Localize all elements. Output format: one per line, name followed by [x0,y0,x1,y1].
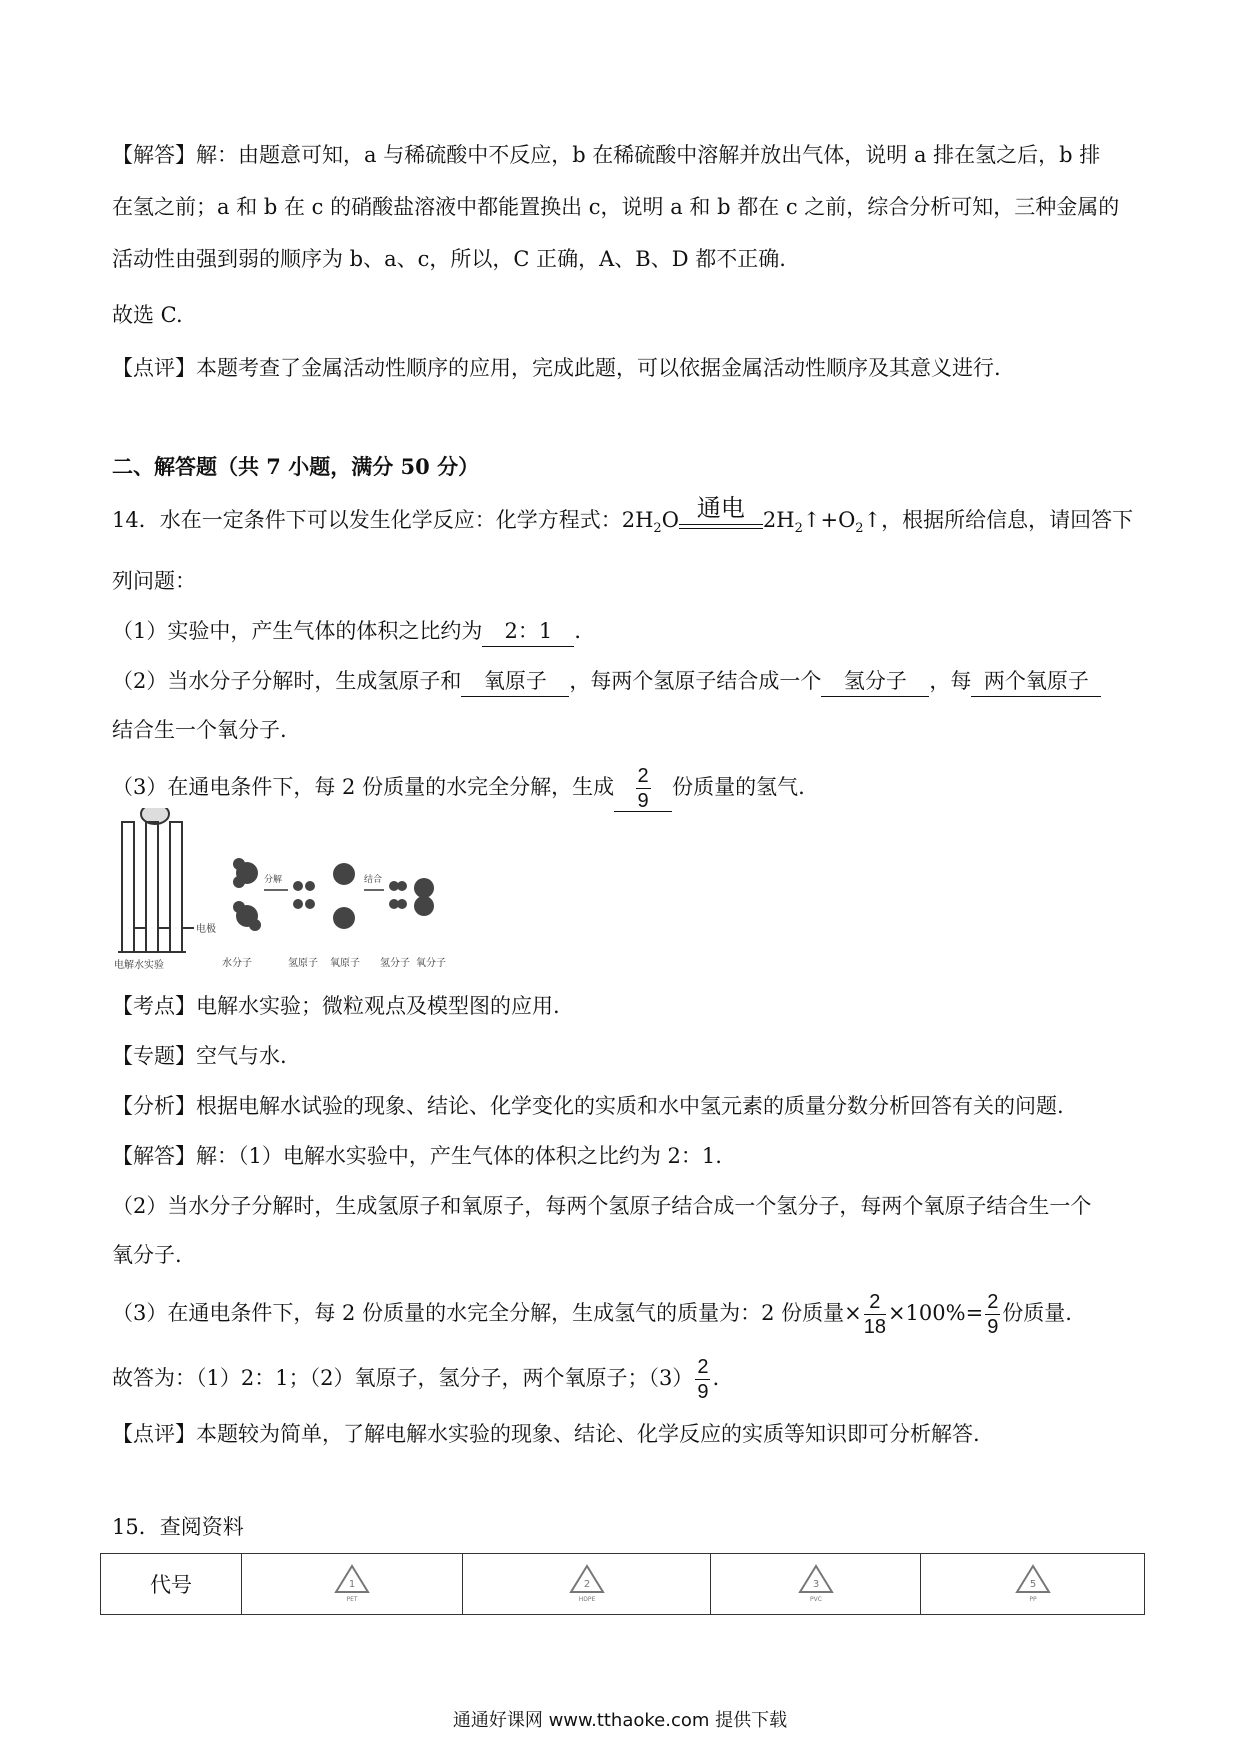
q14-comment: 【点评】本题较为简单，了解电解水实验的现象、结论、化学反应的实质等知识即可分析解答. [112,1422,980,1446]
q13-answer-line3: 活动性由强到弱的顺序为 b、a、c，所以，C 正确，A、B、D 都不正确. [112,247,786,271]
fig-label-o-mol: 氧分子 [416,958,446,969]
q14-p1-suffix: ． [574,619,596,643]
q14-p1-blank: 2：1 [482,616,574,647]
q14-prod-a: 2H [762,508,795,532]
q14-ans3-frac2: $\frac{2}{9}$ [987,1291,999,1338]
q14-stem-prefix: 14．水在一定条件下可以发生化学反应：化学方程式：2H [112,508,654,532]
svg-text:1: 1 [348,1578,356,1590]
q14-ans2-line1: （2）当水分子分解时，生成氢原子和氧原子，每两个氢原子结合成一个氢分子，每两个氧原子结合生一个 [112,1194,1092,1218]
q14-p1-prefix: （1）实验中，产生气体的体积之比约为 [112,619,483,643]
q14-part1 [112,616,595,647]
fig-electrode-label: 电极 [196,924,216,935]
q13-choice: 故选 C. [112,303,183,327]
electrolysis-apparatus [118,808,194,952]
q15-title: 15．查阅资料 [112,1515,244,1539]
q14-final-frac: $\frac{2}{9}$ [697,1356,709,1403]
recycle-triangle-icon [332,1562,372,1602]
hydrogen-molecule-icon [389,881,407,909]
q14-stem [112,493,1134,544]
code-cell-2 [463,1554,711,1615]
q14-ans1: 【解答】解：（1）电解水实验中，产生气体的体积之比约为 2：1. [112,1144,722,1168]
svg-text:HDPE: HDPE [578,1595,595,1602]
q14-prod-sub-b: 2 [855,521,864,537]
svg-text:5: 5 [1029,1578,1036,1590]
table-header-cell: 代号 [101,1554,242,1615]
q14-final-prefix: 故答为：（1）2：1；（2）氧原子，氢分子，两个氧原子；（3） [112,1366,694,1390]
q14-ans3-mid: ×100%= [887,1301,984,1325]
fig-label-h-mol: 氢分子 [380,958,410,969]
q14-p3-suffix: 份质量的氢气. [672,775,805,799]
q13-answer-line2: 在氢之前；a 和 b 在 c 的硝酸盐溶液中都能置换出 c，说明 a 和 b 都在 c 之前，综合分析可知，三种金属的 [112,195,1120,219]
recycle-triangle-icon [567,1562,607,1602]
q14-sub: 2 [653,521,662,537]
q14-p2-mid1: ，每两个氢原子结合成一个 [569,669,822,693]
svg-text:3: 3 [812,1578,819,1590]
q14-p2-mid2: ，每 [929,669,972,693]
recycle-triangle-icon [796,1562,836,1602]
q14-ans3-frac1: $\frac{2}{18}$ [863,1291,886,1338]
section-title: 二、解答题（共 7 小题，满分 50 分） [112,454,480,479]
q14-prod-b: ↑+O [802,508,856,532]
fig-label-o-atom: 氧原子 [330,958,360,969]
q14-stem-line2: 列问题： [112,569,196,593]
hydrogen-atoms-icon [293,881,315,909]
q14-o: O [661,508,679,532]
fig-arrow1-label: 分解 [264,875,283,885]
reaction-arrow [679,493,763,537]
q14-part3 [112,766,805,812]
recycle-triangle-icon [1013,1562,1053,1602]
water-molecule-icon [233,858,261,931]
table-row [101,1554,1145,1615]
q13-comment: 【点评】本题考查了金属活动性顺序的应用，完成此题，可以依据金属活动性顺序及其意义进行. [112,356,1001,380]
code-cell-1 [242,1554,463,1615]
q14-prod-sub-a: 2 [794,521,803,537]
q14-p2-blank1: 氧原子 [461,666,569,697]
oxygen-molecule-icon [414,878,434,916]
q14-p2-blank3: 两个氧原子 [971,666,1101,697]
q14-ans3 [112,1292,1072,1337]
q14-fenxi: 【分析】根据电解水试验的现象、结论、化学变化的实质和水中氢元素的质量分数分析回答有关的问题. [112,1094,1064,1118]
page-footer: 通通好课网 www.tthaoke.com 提供下载 [452,1710,788,1731]
q14-p2-blank2: 氢分子 [821,666,929,697]
svg-text:PVC: PVC [809,1595,822,1602]
q14-zhuanti: 【专题】空气与水. [112,1044,287,1068]
svg-text:PET: PET [346,1595,358,1602]
q14-final-suffix: . [712,1366,720,1390]
fig-apparatus-label: 电解水实验 [114,960,164,971]
q14-p3-fraction: $\frac{2}{9}$ [637,765,649,812]
q14-ans2-line2: 氧分子. [112,1243,182,1267]
reaction-condition: 通电 [696,493,745,522]
q14-p2-prefix: （2）当水分子分解时，生成氢原子和 [112,669,462,693]
recycling-code-table [100,1553,1145,1615]
electrolysis-figure [112,808,482,978]
q13-answer-line1: 【解答】解：由题意可知，a 与稀硫酸中不反应，b 在稀硫酸中溶解并放出气体，说明 a 排在氢之后，b 排 [112,143,1101,167]
q14-p3-prefix: （3）在通电条件下，每 2 份质量的水完全分解，生成 [112,775,615,799]
svg-text:2: 2 [583,1578,590,1590]
q14-final [112,1357,719,1402]
q14-kaodian: 【考点】电解水实验；微粒观点及模型图的应用. [112,994,560,1018]
fig-label-water: 水分子 [222,958,252,969]
q14-ans3-suffix: 份质量. [1002,1301,1072,1325]
q14-stem-suffix: ↑，根据所给信息，请回答下 [863,508,1134,532]
oxygen-atoms-icon [333,863,355,929]
q14-part2 [112,666,1101,697]
code-cell-4 [921,1554,1145,1615]
q14-part2-line2: 结合生一个氧分子. [112,718,287,742]
fig-label-h-atom: 氢原子 [288,958,318,969]
q14-ans3-prefix: （3）在通电条件下，每 2 份质量的水完全分解，生成氢气的质量为：2 份质量× [112,1301,862,1325]
svg-text:PP: PP [1028,1595,1037,1602]
fig-arrow2-label: 结合 [364,875,383,885]
code-cell-3 [711,1554,921,1615]
